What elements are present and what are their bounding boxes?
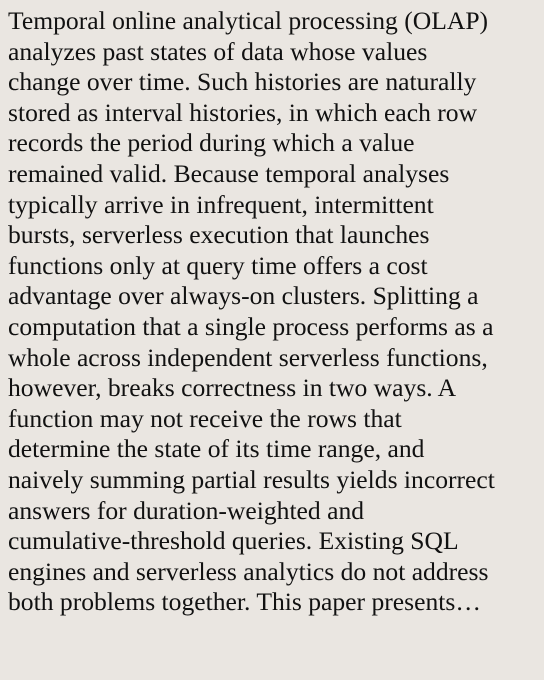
abstract-paragraph [8,6,544,618]
text-line: functions only at query time offers a cost [8,250,428,280]
text-line: both problems together. This paper presents… [8,587,481,617]
text-line: stored as interval histories, in which each row [8,97,478,127]
text-line: analyzes past states of data whose values [8,36,428,66]
text-line: typically arrive in infrequent, intermittent [8,189,434,219]
text-line: records the period during which a value [8,128,415,158]
text-line: whole across independent serverless functions, [8,342,488,372]
text-line: determine the state of its time range, and [8,434,425,464]
text-line: function may not receive the rows that [8,403,402,433]
text-line: advantage over always-on clusters. Splitting a [8,281,479,311]
text-line: remained valid. Because temporal analyses [8,158,450,188]
text-line: engines and serverless analytics do not address [8,556,489,586]
text-line: change over time. Such histories are naturally [8,67,477,97]
text-line: cumulative-threshold queries. Existing SQL [8,526,459,556]
text-line: naively summing partial results yields incorrect [8,464,495,494]
text-line: bursts, serverless execution that launches [8,220,430,250]
text-line: however, breaks correctness in two ways. A [8,373,457,403]
text-line: Temporal online analytical processing (OLAP) [8,6,489,35]
text-line: answers for duration-weighted and [8,495,365,525]
text-line: computation that a single process performs as a [8,311,494,341]
